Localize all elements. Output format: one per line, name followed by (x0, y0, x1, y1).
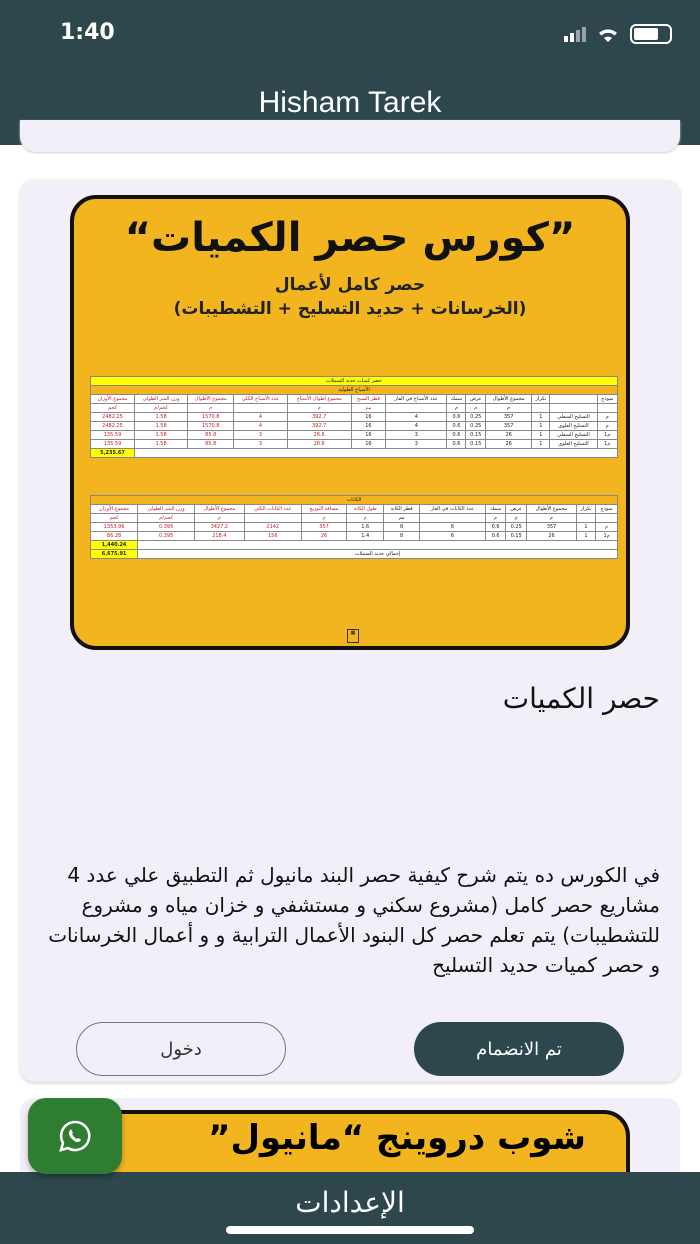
table-cell: سمك (485, 505, 505, 514)
table-cell: 3 (386, 440, 447, 449)
table-cell: 2482.25 (91, 413, 135, 422)
table-cell: التسليح العلوي (550, 440, 597, 449)
table-cell: 0.395 (138, 532, 195, 541)
table-cell (532, 404, 550, 413)
table-cell: 156 (244, 532, 301, 541)
table-cell: م (347, 514, 384, 523)
enter-button[interactable]: دخول (76, 1022, 286, 1076)
table-cell: 357 (486, 422, 532, 431)
table-cell: م (485, 514, 505, 523)
table-cell (596, 514, 618, 523)
table-cell: عرض (466, 395, 486, 404)
table-cell: 0.6 (485, 523, 505, 532)
table-cell: 3 (234, 440, 287, 449)
table-cell: 0.15 (466, 440, 486, 449)
table-cell (419, 514, 485, 523)
battery-icon (630, 24, 672, 44)
table-cell: 16 (351, 413, 385, 422)
table-row (91, 377, 618, 386)
table-cell (138, 541, 618, 550)
signal-icon (564, 27, 586, 42)
table-cell: م (506, 514, 527, 523)
table-cell: م (188, 404, 234, 413)
table-cell: 6,675.91 (91, 550, 138, 559)
table-cell: م (597, 413, 617, 422)
table-cell (550, 404, 597, 413)
table-cell: 0.25 (506, 523, 527, 532)
table-cell: 0.15 (506, 532, 527, 541)
table-cell: 6 (419, 523, 485, 532)
course-poster (70, 195, 630, 650)
table-cell: م (447, 404, 466, 413)
table-cell: عرض (506, 505, 527, 514)
table-cell: التسليح العلوي (550, 422, 597, 431)
table-cell: مجموع الأطوال (188, 395, 234, 404)
table-cell: مجموع الأوزان (91, 395, 135, 404)
table-row (91, 413, 618, 422)
course-title: حصر الكميات (502, 682, 660, 715)
table-cell (244, 514, 301, 523)
table-cell: عدد الأسياخ في الفار (386, 395, 447, 404)
table-cell: عدد الكانات في الفار (419, 505, 485, 514)
table-cell: م (287, 404, 351, 413)
table-cell: 0.395 (138, 523, 195, 532)
table-row (91, 395, 618, 404)
table-cell: 8 (384, 523, 420, 532)
course-card (20, 180, 680, 1082)
table-cell: 4 (234, 422, 287, 431)
table-cell: نموذج (597, 395, 617, 404)
poster-title: “كورس حصر الكميات” (124, 215, 576, 261)
table-cell: م1 (596, 532, 618, 541)
previous-course-card[interactable] (20, 120, 680, 152)
table-cell: 135.59 (91, 440, 135, 449)
table-row (91, 404, 618, 413)
poster-subtitle-2: (الخرسانات + حديد التسليح + التشطيبات) (173, 299, 527, 319)
table-cell: 1,440.24 (91, 541, 138, 550)
page-title: Hisham Tarek (258, 86, 442, 119)
table-cell: 357 (301, 523, 346, 532)
wifi-icon (596, 25, 620, 43)
table-cell: مجموع الأطوال (486, 395, 532, 404)
table-cell: 0.6 (447, 431, 466, 440)
table-cell: 5,235.67 (91, 449, 135, 458)
table-cell: 85.8 (188, 431, 234, 440)
rebar-table-longitudinal (90, 376, 618, 458)
table-cell: عدد الكانات الكلي (244, 505, 301, 514)
table-cell: تكرار (532, 395, 550, 404)
table-cell: 218.4 (195, 532, 244, 541)
table-cell: مجموع الأطوال (527, 505, 576, 514)
table-cell: كجم (91, 514, 138, 523)
table-cell: وزن المتر الطولي (138, 505, 195, 514)
table-cell: 1 (532, 413, 550, 422)
settings-label: الإعدادات (295, 1186, 405, 1219)
table-cell: 8 (384, 532, 420, 541)
table-cell: 16 (351, 431, 385, 440)
table-cell: 135.59 (91, 431, 135, 440)
table-cell: كجم (91, 404, 135, 413)
table-cell: 85.8 (188, 440, 234, 449)
table-cell: 3 (234, 431, 287, 440)
table-cell: م1 (597, 440, 617, 449)
table-cell: 3 (386, 431, 447, 440)
table-cell: 357 (527, 523, 576, 532)
table-cell (386, 404, 447, 413)
table-cell: 1570.8 (188, 422, 234, 431)
table-cell: قطر السيخ (351, 395, 385, 404)
whatsapp-icon (58, 1119, 92, 1153)
table-cell: 0.6 (447, 422, 466, 431)
table-row (91, 386, 618, 395)
table-cell: تكرار (576, 505, 596, 514)
table-cell (550, 395, 597, 404)
table-cell: 0.15 (466, 431, 486, 440)
table-cell: 1 (532, 422, 550, 431)
table-cell: م (596, 523, 618, 532)
status-time: 1:40 (60, 20, 115, 45)
table-cell: 1 (576, 523, 596, 532)
table-cell (135, 449, 618, 458)
table-cell: 1.58 (135, 422, 188, 431)
table-cell: 0.25 (466, 422, 486, 431)
table-cell: 1 (576, 532, 596, 541)
table-row (91, 541, 618, 550)
table-cell: التسليح السفلي (550, 431, 597, 440)
table-cell: 1.6 (347, 523, 384, 532)
table-cell: قطر الكانة (384, 505, 420, 514)
table-cell: 4 (386, 413, 447, 422)
table-cell: 28.6 (287, 431, 351, 440)
status-icons (564, 24, 672, 44)
table-cell: 1.58 (135, 431, 188, 440)
table-cell: مم (384, 514, 420, 523)
table-cell: حصر كميات حديد السملات (91, 377, 618, 386)
table-cell: الأسياخ الطولية (91, 386, 618, 395)
table-cell: 86.28 (91, 532, 138, 541)
home-indicator (226, 1226, 474, 1234)
table-cell: سمك (447, 395, 466, 404)
table-cell: 6 (419, 532, 485, 541)
table-row (91, 431, 618, 440)
table-cell: مجموع الأوزان (91, 505, 138, 514)
table-cell: 1353.96 (91, 523, 138, 532)
table-cell: إجمالي حديد السملات (138, 550, 618, 559)
table-cell: مسافة التوزيع (301, 505, 346, 514)
table-row (91, 550, 618, 559)
table-cell: 1 (532, 431, 550, 440)
table-cell: م (486, 404, 532, 413)
table-row (91, 532, 618, 541)
table-cell: م1 (597, 431, 617, 440)
table-cell: كجم/م (138, 514, 195, 523)
table-cell: 26 (527, 532, 576, 541)
table-cell: 4 (234, 413, 287, 422)
table-row (91, 514, 618, 523)
table-cell: 16 (351, 422, 385, 431)
course-description: في الكورس ده يتم شرح كيفية حصر البند مانيول ثم التطبيق علي عدد 4 مشاريع حصر كامل (مشروع سكني و مستشفي و خزان مياه و مشروع للتشطيبات) يتم تعلم حصر كل البنود الأعمال الترابية و و أعمال الخرسانات و حصر كميات حديد التسليح (48, 863, 660, 977)
table-cell: 26 (486, 440, 532, 449)
table-cell: كجم/م (135, 404, 188, 413)
table-cell: م (466, 404, 486, 413)
table-cell (576, 514, 596, 523)
table-cell: 2482.25 (91, 422, 135, 431)
joined-button[interactable]: تم الانضمام (414, 1022, 624, 1076)
table-cell: 0.6 (447, 440, 466, 449)
table-cell: مجموع أطوال الأسياخ (287, 395, 351, 404)
table-cell: 2142 (244, 523, 301, 532)
table-cell: 357 (486, 413, 532, 422)
table-cell: عدد الأسياخ الكلي (234, 395, 287, 404)
table-cell: 0.6 (485, 532, 505, 541)
table-row (91, 523, 618, 532)
table-cell: م (527, 514, 576, 523)
table-cell: 1.4 (347, 532, 384, 541)
table-cell: 0.6 (447, 413, 466, 422)
table-cell: التسليح السفلي (550, 413, 597, 422)
table-row (91, 505, 618, 514)
table-cell (597, 404, 617, 413)
table-row (91, 422, 618, 431)
table-cell: 1.58 (135, 413, 188, 422)
table-row (91, 449, 618, 458)
table-cell: 4 (386, 422, 447, 431)
table-cell: 26 (301, 532, 346, 541)
table-cell: م (301, 514, 346, 523)
table-cell: 26 (486, 431, 532, 440)
table-cell: م (597, 422, 617, 431)
table-cell (234, 404, 287, 413)
table-cell: الكانات (91, 496, 618, 505)
table-cell: 3427.2 (195, 523, 244, 532)
next-course-poster: شوب دروينج “مانيول” (70, 1110, 630, 1230)
rebar-table-stirrups (90, 495, 618, 559)
table-cell: طول الكانة (347, 505, 384, 514)
poster-subtitle: حصر كامل لأعمال (274, 275, 426, 295)
whatsapp-button[interactable] (28, 1098, 122, 1174)
table-cell: 0.25 (466, 413, 486, 422)
table-cell: 16 (351, 440, 385, 449)
table-cell: مجموع الأطوال (195, 505, 244, 514)
table-row (91, 496, 618, 505)
table-cell: 392.7 (287, 413, 351, 422)
table-cell: 1.58 (135, 440, 188, 449)
table-cell: وزن المتر الطولي (135, 395, 188, 404)
table-row (91, 440, 618, 449)
table-cell: 1570.8 (188, 413, 234, 422)
table-cell: 28.6 (287, 440, 351, 449)
table-cell: 392.7 (287, 422, 351, 431)
table-cell: 1 (532, 440, 550, 449)
table-cell: نموذج (596, 505, 618, 514)
poster-logo: ▦ (347, 629, 359, 643)
table-cell: مم (351, 404, 385, 413)
table-cell: م (195, 514, 244, 523)
